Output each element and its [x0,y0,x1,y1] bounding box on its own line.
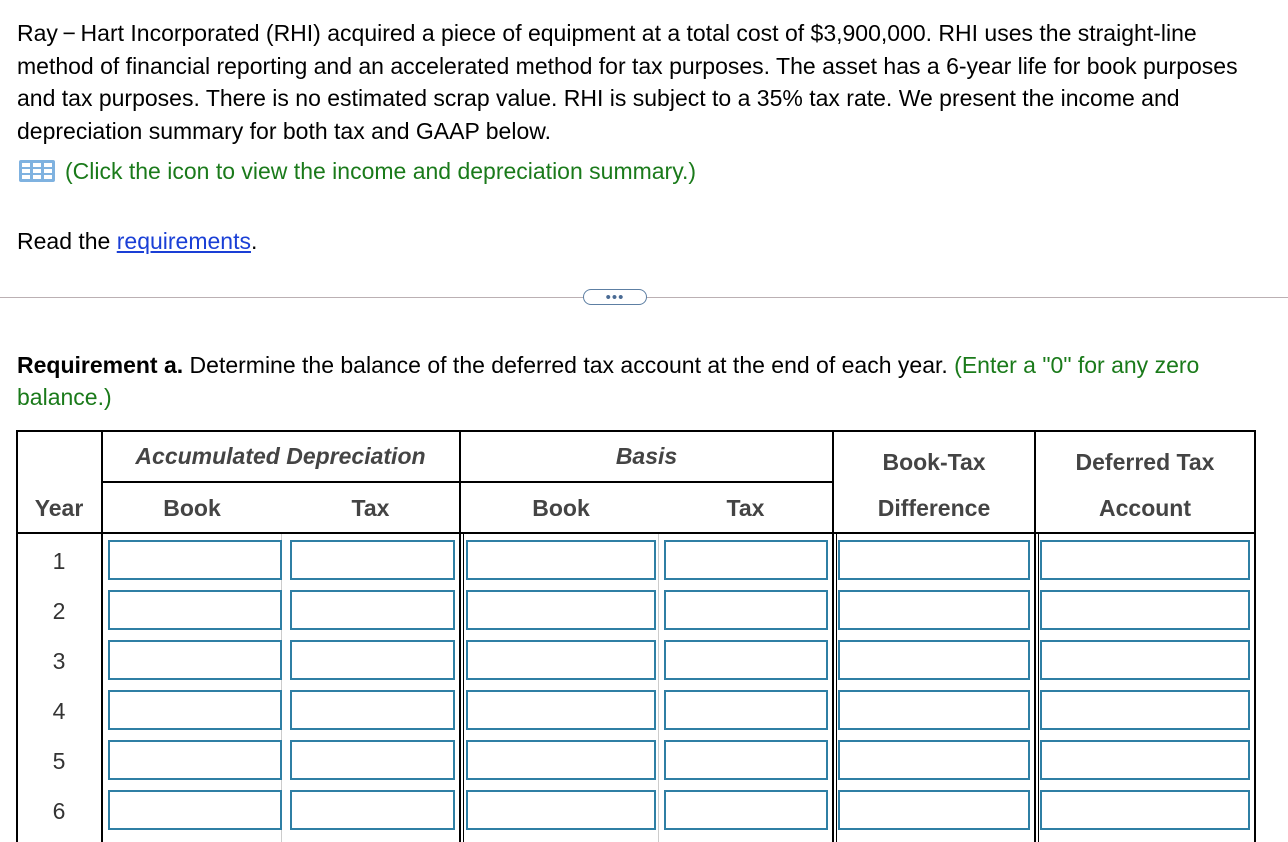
accum-tax-input[interactable] [290,640,455,680]
accum-book-input[interactable] [108,740,282,780]
accum-tax-input[interactable] [290,690,455,730]
header-year: Year [34,495,84,521]
book-tax-difference-input[interactable] [838,540,1030,580]
deferred-tax-table [16,430,1256,842]
header-basis-tax: Tax [726,495,765,521]
year-cell: 2 [52,598,66,624]
read-requirements [17,225,257,257]
header-accumulated-depreciation: Accumulated Depreciation [135,443,426,469]
header-deferred-tax: Deferred Tax [1075,449,1215,475]
accum-book-input[interactable] [108,540,282,580]
read-prefix: Read the [17,228,117,254]
header-accum-book: Book [163,495,221,521]
basis-tax-input[interactable] [664,740,828,780]
col-divider-booktax-2 [1038,534,1039,842]
group-header-rule [102,481,833,483]
book-tax-difference-input[interactable] [838,740,1030,780]
basis-book-input[interactable] [466,690,656,730]
deferred-tax-account-input[interactable] [1040,640,1250,680]
header-accum-tax: Tax [351,495,390,521]
book-tax-difference-input[interactable] [838,690,1030,730]
accum-tax-input[interactable] [290,790,455,830]
year-cell: 3 [52,648,66,674]
deferred-tax-account-input[interactable] [1040,790,1250,830]
summary-link-row[interactable] [17,155,696,187]
basis-book-input[interactable] [466,790,656,830]
year-cell: 4 [52,698,66,724]
deferred-tax-account-input[interactable] [1040,540,1250,580]
accum-book-input[interactable] [108,790,282,830]
basis-tax-input[interactable] [664,590,828,630]
basis-tax-input[interactable] [664,790,828,830]
basis-book-input[interactable] [466,740,656,780]
col-divider-accum-2 [463,534,464,842]
requirement-label: Requirement a. [17,352,184,378]
basis-tax-input[interactable] [664,690,828,730]
header-difference: Difference [877,495,991,521]
accum-book-input[interactable] [108,590,282,630]
accum-tax-input[interactable] [290,740,455,780]
summary-link-text: (Click the icon to view the income and depreciation summary.) [65,157,697,184]
header-account: Account [1099,495,1191,521]
read-suffix: . [250,228,258,254]
accum-tax-input[interactable] [290,540,455,580]
basis-tax-input[interactable] [664,540,828,580]
basis-tax-input[interactable] [664,640,828,680]
book-tax-difference-input[interactable] [838,790,1030,830]
basis-book-input[interactable] [466,540,656,580]
book-tax-difference-input[interactable] [838,590,1030,630]
deferred-tax-account-input[interactable] [1040,590,1250,630]
accum-book-input[interactable] [108,690,282,730]
year-cell: 1 [52,548,66,574]
accum-book-input[interactable] [108,640,282,680]
deferred-tax-account-input[interactable] [1040,740,1250,780]
table-right-border [1254,430,1256,842]
table-grid-icon[interactable] [17,159,57,183]
requirements-link[interactable]: requirements [116,228,251,254]
header-basis-book: Book [532,495,590,521]
header-basis: Basis [615,443,678,469]
basis-book-input[interactable] [466,590,656,630]
deferred-tax-account-input[interactable] [1040,690,1250,730]
expand-more-button[interactable]: ••• [583,289,647,305]
year-cell: 6 [52,798,66,824]
col-divider-accum [459,430,461,842]
header-book-tax: Book-Tax [882,449,986,475]
requirement-hint: (Enter a "0" for any zero balance.) [17,352,1200,410]
col-divider-basis-book-tax [658,534,659,842]
requirement-text: Determine the balance of the deferred tax account at the end of each year. [183,352,955,378]
book-tax-difference-input[interactable] [838,640,1030,680]
basis-book-input[interactable] [466,640,656,680]
accum-tax-input[interactable] [290,590,455,630]
problem-statement: Ray − Hart Incorporated (RHI) acquired a piece of equipment at a total cost of $3,900,000. RHI uses the straight-line method of financial reporting and an accelerated method for tax purposes. The asset has a 6-year life for book purposes and tax purposes. There is no estimated scrap value. RHI is subject to a 35% tax rate. We present the income and depreciation summary for both tax and GAAP below. [17,20,1238,144]
year-cell: 5 [52,748,66,774]
requirement-a [17,349,1267,413]
col-divider-basis-2 [836,534,837,842]
header-bottom-rule [16,532,1256,534]
